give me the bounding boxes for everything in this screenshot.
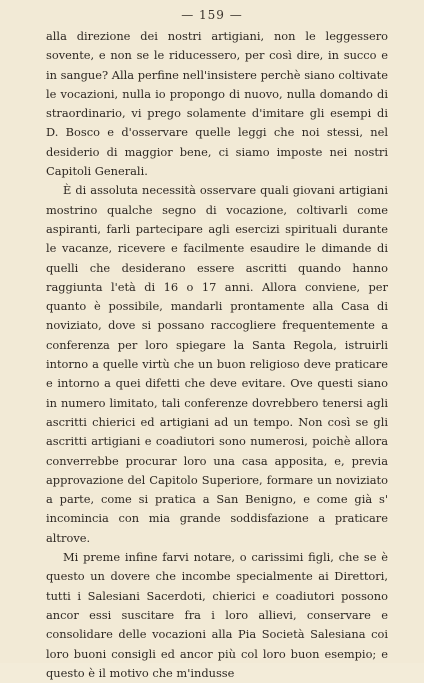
paragraph-1: alla direzione dei nostri artigiani, non le leggessero sovente, e non se le riducessero, per così dire, in succo e in sangue? Alla perfine nell'insistere perchè siano coltivate le vocazioni, nulla io propongo di nuovo, nulla domando di straordinario, vi prego solamente d'imitare gli esempi di D. Bosco e d'osservare quelle leggi che noi stessi, nel desiderio di maggior bene, ci siamo imposte nei nostri Capitoli Generali. (46, 29, 388, 179)
paragraph-2: È di assoluta necessità osservare quali giovani artigiani mostrino qualche segno di vocazione, coltivarli come aspiranti, farli partecipare agli esercizi spirituali durante le vacanze, ricevere e facilmente esaudire le dimande di quelli che desiderano essere ascritti quando hanno raggiunta l'età di 16 o 17 anni. Allora conviene, per quanto è possibile, mandarli prontamente alla Casa di noviziato, dove si possano raccogliere frequentemente a conferenza per loro spiegare la Santa Regola, istruirli intorno a quelle virtù che un buon religioso deve praticare e intorno a quei difetti che deve evitare. Ove questi siano in numero limitato, tali conferenze dovrebbero tenersi agli ascritti chierici ed artigiani ad un tempo. Non così se gli ascritti artigiani e coadiutori sono numerosi, poichè allora converrebbe procurar loro una casa apposita, e, previa approvazione del Capitolo Superiore, formare un noviziato a parte, come si pratica a San Benigno, e come già s' incomincia con mia grande soddisfazione a praticare altrove. (46, 183, 388, 545)
page-number: — 159 — (181, 8, 243, 22)
page-body (46, 27, 388, 683)
paragraph-3: Mi preme infine farvi notare, o carissimi figli, che se è questo un dovere che incombe specialmente ai Direttori, tutti i Salesiani Sacerdoti, chierici e coadiutori possono ancor essi suscitare fra i loro allievi, conservare e consolidare delle vocazioni alla Pia Società Salesiana coi loro buoni consigli ed ancor più col loro buon esempio; e questo è il motivo che m'indusse (46, 550, 388, 680)
